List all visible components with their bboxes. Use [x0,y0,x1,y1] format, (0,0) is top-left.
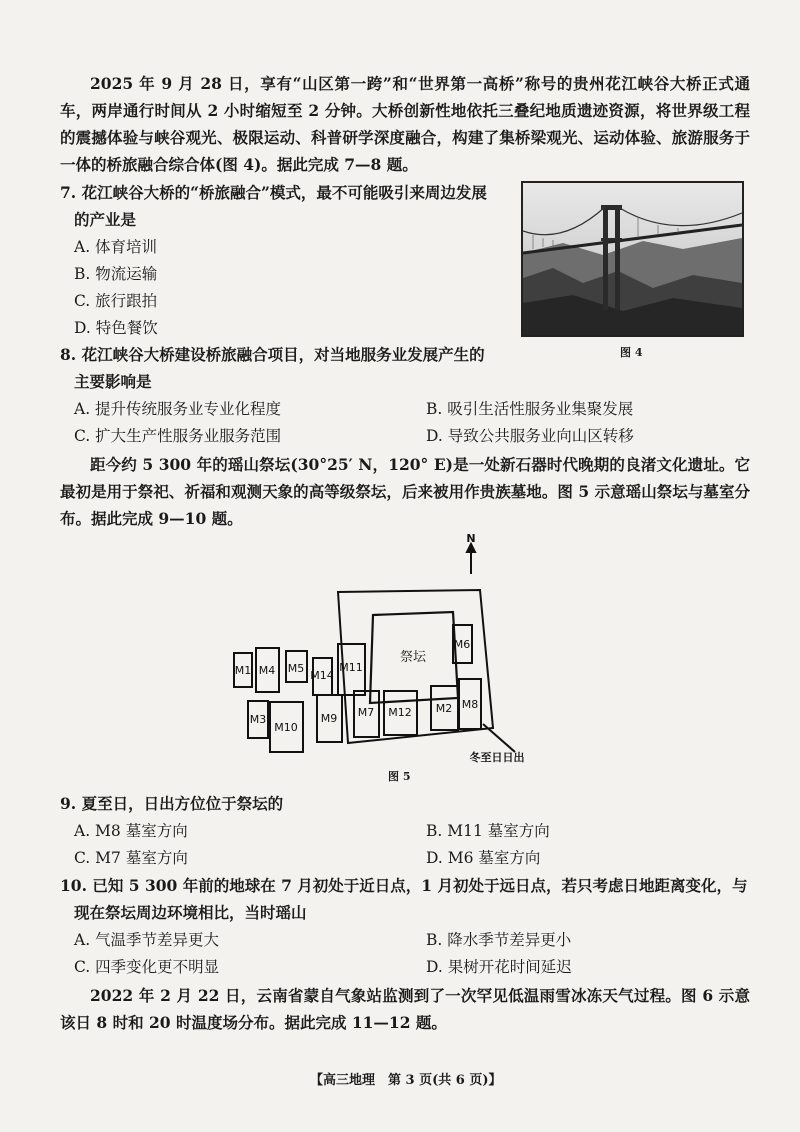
q7-option-b: B. 物流运输 [74,265,158,283]
q8-stem-line2: 主要影响是 [74,372,152,391]
q10-option-c: C. 四季变化更不明显 [74,958,220,976]
q9-option-b: B. M11 墓室方向 [426,822,550,840]
q10-option-b: B. 降水季节差异更小 [426,931,572,949]
tomb-label-m7: M7 [357,706,375,719]
altar-label: 祭坛 [399,650,427,665]
tomb-label-m5: M5 [287,662,305,675]
intro-paragraph-bridge: 2025 年 9 月 28 日，享有“山区第一跨”和“世界第一高桥”称号的贵州花江峡谷大桥正式通车，两岸通行时间从 2 小时缩短至 2 分钟。大桥创新性地依托三叠纪地质遗迹资源，将世界级工程的震撼体验与峡谷观光、极限运动、科普研学深度融合，构建了集桥梁观光、运动体验、旅游服务于一体的桥旅融合综合体(图 4)。据此完成 7—8 题。 [60,74,750,174]
q9-option-c: C. M7 墓室方向 [74,849,188,867]
tomb-label-m4: M4 [258,664,276,677]
altar-tomb-map [225,530,525,768]
north-label: N [466,532,476,545]
q9-stem: 9. 夏至日，日出方位位于祭坛的 [60,794,284,813]
intro-paragraph-weather: 2022 年 2 月 22 日，云南省蒙自气象站监测到了一次罕见低温雨雪冰冻天气过程。图 6 示意该日 8 时和 20 时温度场分布。据此完成 11—12 题。 [60,986,750,1032]
winter-solstice-label: 冬至日日出 [469,751,525,764]
tomb-label-m8: M8 [461,698,479,711]
q8-option-c: C. 扩大生产性服务业服务范围 [74,427,282,445]
tomb-label-m11: M11 [339,661,363,674]
q8-option-d: D. 导致公共服务业向山区转移 [426,427,634,445]
q7-stem-line2: 的产业是 [74,210,137,229]
q7-option-c: C. 旅行跟拍 [74,292,158,310]
tomb-label-m9: M9 [320,712,338,725]
intro-paragraph-altar: 距今约 5 300 年的瑶山祭坛(30°25′ N，120° E)是一处新石器时代晚期的良渚文化遗址。它最初是用于祭祀、祈福和观测天象的高等级祭坛，后来被用作贵族墓地。图 5 示意瑶山祭坛与墓室分布。据此完成 9—10 题。 [60,455,750,528]
q9-option-d: D. M6 墓室方向 [426,849,541,867]
figure5-caption: 图 5 [388,770,411,783]
tomb-label-m12: M12 [388,706,412,719]
north-arrow-head-icon [467,544,475,552]
q8-option-a: A. 提升传统服务业专业化程度 [74,400,282,418]
q9-option-a: A. M8 墓室方向 [74,822,188,840]
q7-option-d: D. 特色餐饮 [74,319,158,337]
tomb-label-m1: M1 [234,664,252,677]
tomb-label-m2: M2 [435,702,453,715]
tomb-label-m14: M14 [310,669,334,682]
tomb-label-m3: M3 [249,713,267,726]
tomb-label-m10: M10 [274,721,298,734]
bridge-photo [521,181,744,337]
q10-option-a: A. 气温季节差异更大 [74,931,220,949]
q10-stem-line2: 现在祭坛周边环境相比，当时瑶山 [74,903,307,922]
tomb-label-m6: M6 [453,638,471,651]
q8-stem-line1: 8. 花江峡谷大桥建设桥旅融合项目，对当地服务业发展产生的 [60,345,485,364]
figure4-caption: 图 4 [620,346,643,359]
q7-stem-line1: 7. 花江峡谷大桥的“桥旅融合”模式，最不可能吸引来周边发展 [60,183,487,202]
q10-stem-line1: 10. 已知 5 300 年前的地球在 7 月初处于近日点，1 月初处于远日点，若只考虑日地距离变化，与 [60,876,748,895]
q7-option-a: A. 体育培训 [74,238,158,256]
winter-solstice-sunrise-line [483,724,515,752]
page-footer: 【高三地理 第 3 页(共 6 页)】 [310,1073,502,1088]
q8-option-b: B. 吸引生活性服务业集聚发展 [426,400,634,418]
q10-option-d: D. 果树开花时间延迟 [426,958,572,976]
